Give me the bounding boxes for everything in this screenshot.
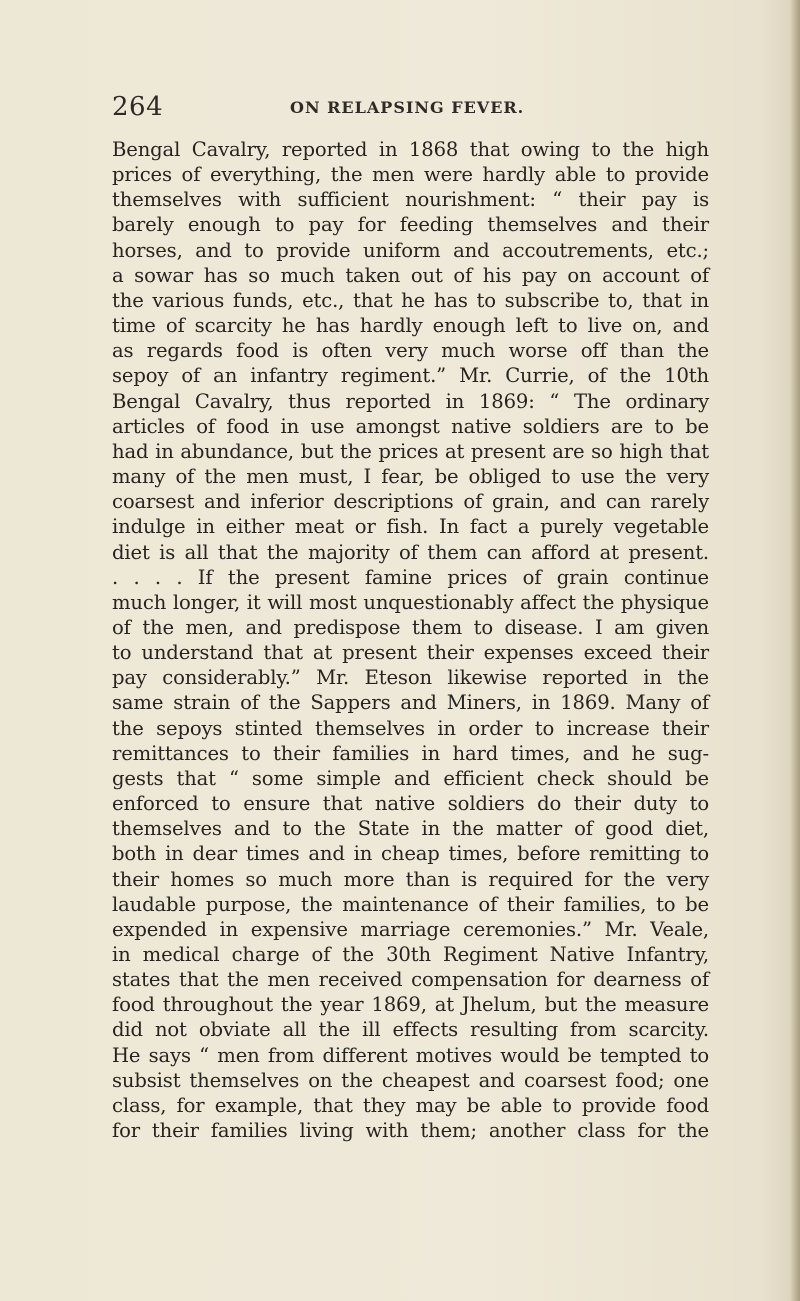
page-edge-shadow (790, 0, 800, 1301)
text-line: the sepoys stinted themselves in order to increase their (112, 716, 709, 740)
text-line: as regards food is often very much worse off than the (112, 339, 709, 363)
text-line: many of the men must, I fear, be obliged to use the very (112, 465, 709, 489)
text-line: a sowar has so much taken out of his pay on account of (112, 263, 709, 287)
text-line: to understand that at present their expenses exceed their (112, 641, 709, 665)
text-line: time of scarcity he has hardly enough left to live on, and (112, 314, 709, 338)
text-line: themselves and to the State in the matter of good diet, (112, 817, 709, 841)
text-line: . . . . If the present famine prices of grain continue (112, 565, 709, 589)
text-line: barely enough to pay for feeding themselves and their (112, 213, 709, 237)
text-line: of the men, and predispose them to disease. I am given (112, 615, 709, 639)
text-line: had in abundance, but the prices at present are so high that (112, 439, 709, 463)
text-line: did not obviate all the ill effects resulting from scarcity. (112, 1018, 709, 1042)
running-head: ON RELAPSING FEVER. (290, 98, 525, 117)
text-line: remittances to their families in hard times, and he sug- (112, 741, 709, 765)
page-header (112, 92, 712, 132)
body-text (112, 137, 709, 1143)
text-line: expended in expensive marriage ceremonies.” Mr. Veale, (112, 917, 709, 941)
text-line: their homes so much more than is required for the very (112, 867, 709, 891)
text-line: subsist themselves on the cheapest and coarsest food; one (112, 1068, 709, 1092)
text-line: sepoy of an infantry regiment.” Mr. Currie, of the 10th (112, 364, 709, 388)
text-line: gests that “ some simple and efficient check should be (112, 766, 709, 790)
text-line: laudable purpose, the maintenance of their families, to be (112, 892, 709, 916)
text-line: Bengal Cavalry, reported in 1868 that owing to the high (112, 138, 709, 161)
text-line: pay considerably.” Mr. Eteson likewise reported in the (112, 666, 709, 690)
text-line: both in dear times and in cheap times, before remitting to (112, 842, 709, 866)
text-line: indulge in either meat or fish. In fact a purely vegetable (112, 515, 709, 539)
text-line: diet is all that the majority of them can afford at present. (112, 540, 709, 564)
text-line: He says “ men from different motives would be tempted to (112, 1043, 709, 1067)
text-line: states that the men received compensation for dearness of (112, 968, 709, 992)
text-line: prices of everything, the men were hardly able to provide (112, 163, 709, 187)
text-line: same strain of the Sappers and Miners, in 1869. Many of (112, 691, 709, 715)
text-line: in medical charge of the 30th Regiment Native Infantry, (112, 943, 709, 966)
text-line: food throughout the year 1869, at Jhelum, but the measure (112, 993, 709, 1017)
text-line: for their families living with them; another class for the (112, 1119, 709, 1143)
page-number: 264 (112, 92, 164, 122)
text-line: enforced to ensure that native soldiers do their duty to (112, 792, 709, 816)
text-line: coarsest and inferior descriptions of grain, and can rarely (112, 490, 709, 514)
text-line: horses, and to provide uniform and accoutrements, etc.; (112, 238, 709, 262)
text-line: class, for example, that they may be able to provide food (112, 1093, 709, 1117)
text-line: much longer, it will most unquestionably affect the physique (112, 590, 709, 614)
text-line: the various funds, etc., that he has to subscribe to, that in (112, 288, 709, 312)
text-line: Bengal Cavalry, thus reported in 1869: “ The ordinary (112, 389, 709, 413)
text-line: articles of food in use amongst native soldiers are to be (112, 414, 709, 438)
text-line: themselves with sufficient nourishment: “ their pay is (112, 188, 709, 212)
